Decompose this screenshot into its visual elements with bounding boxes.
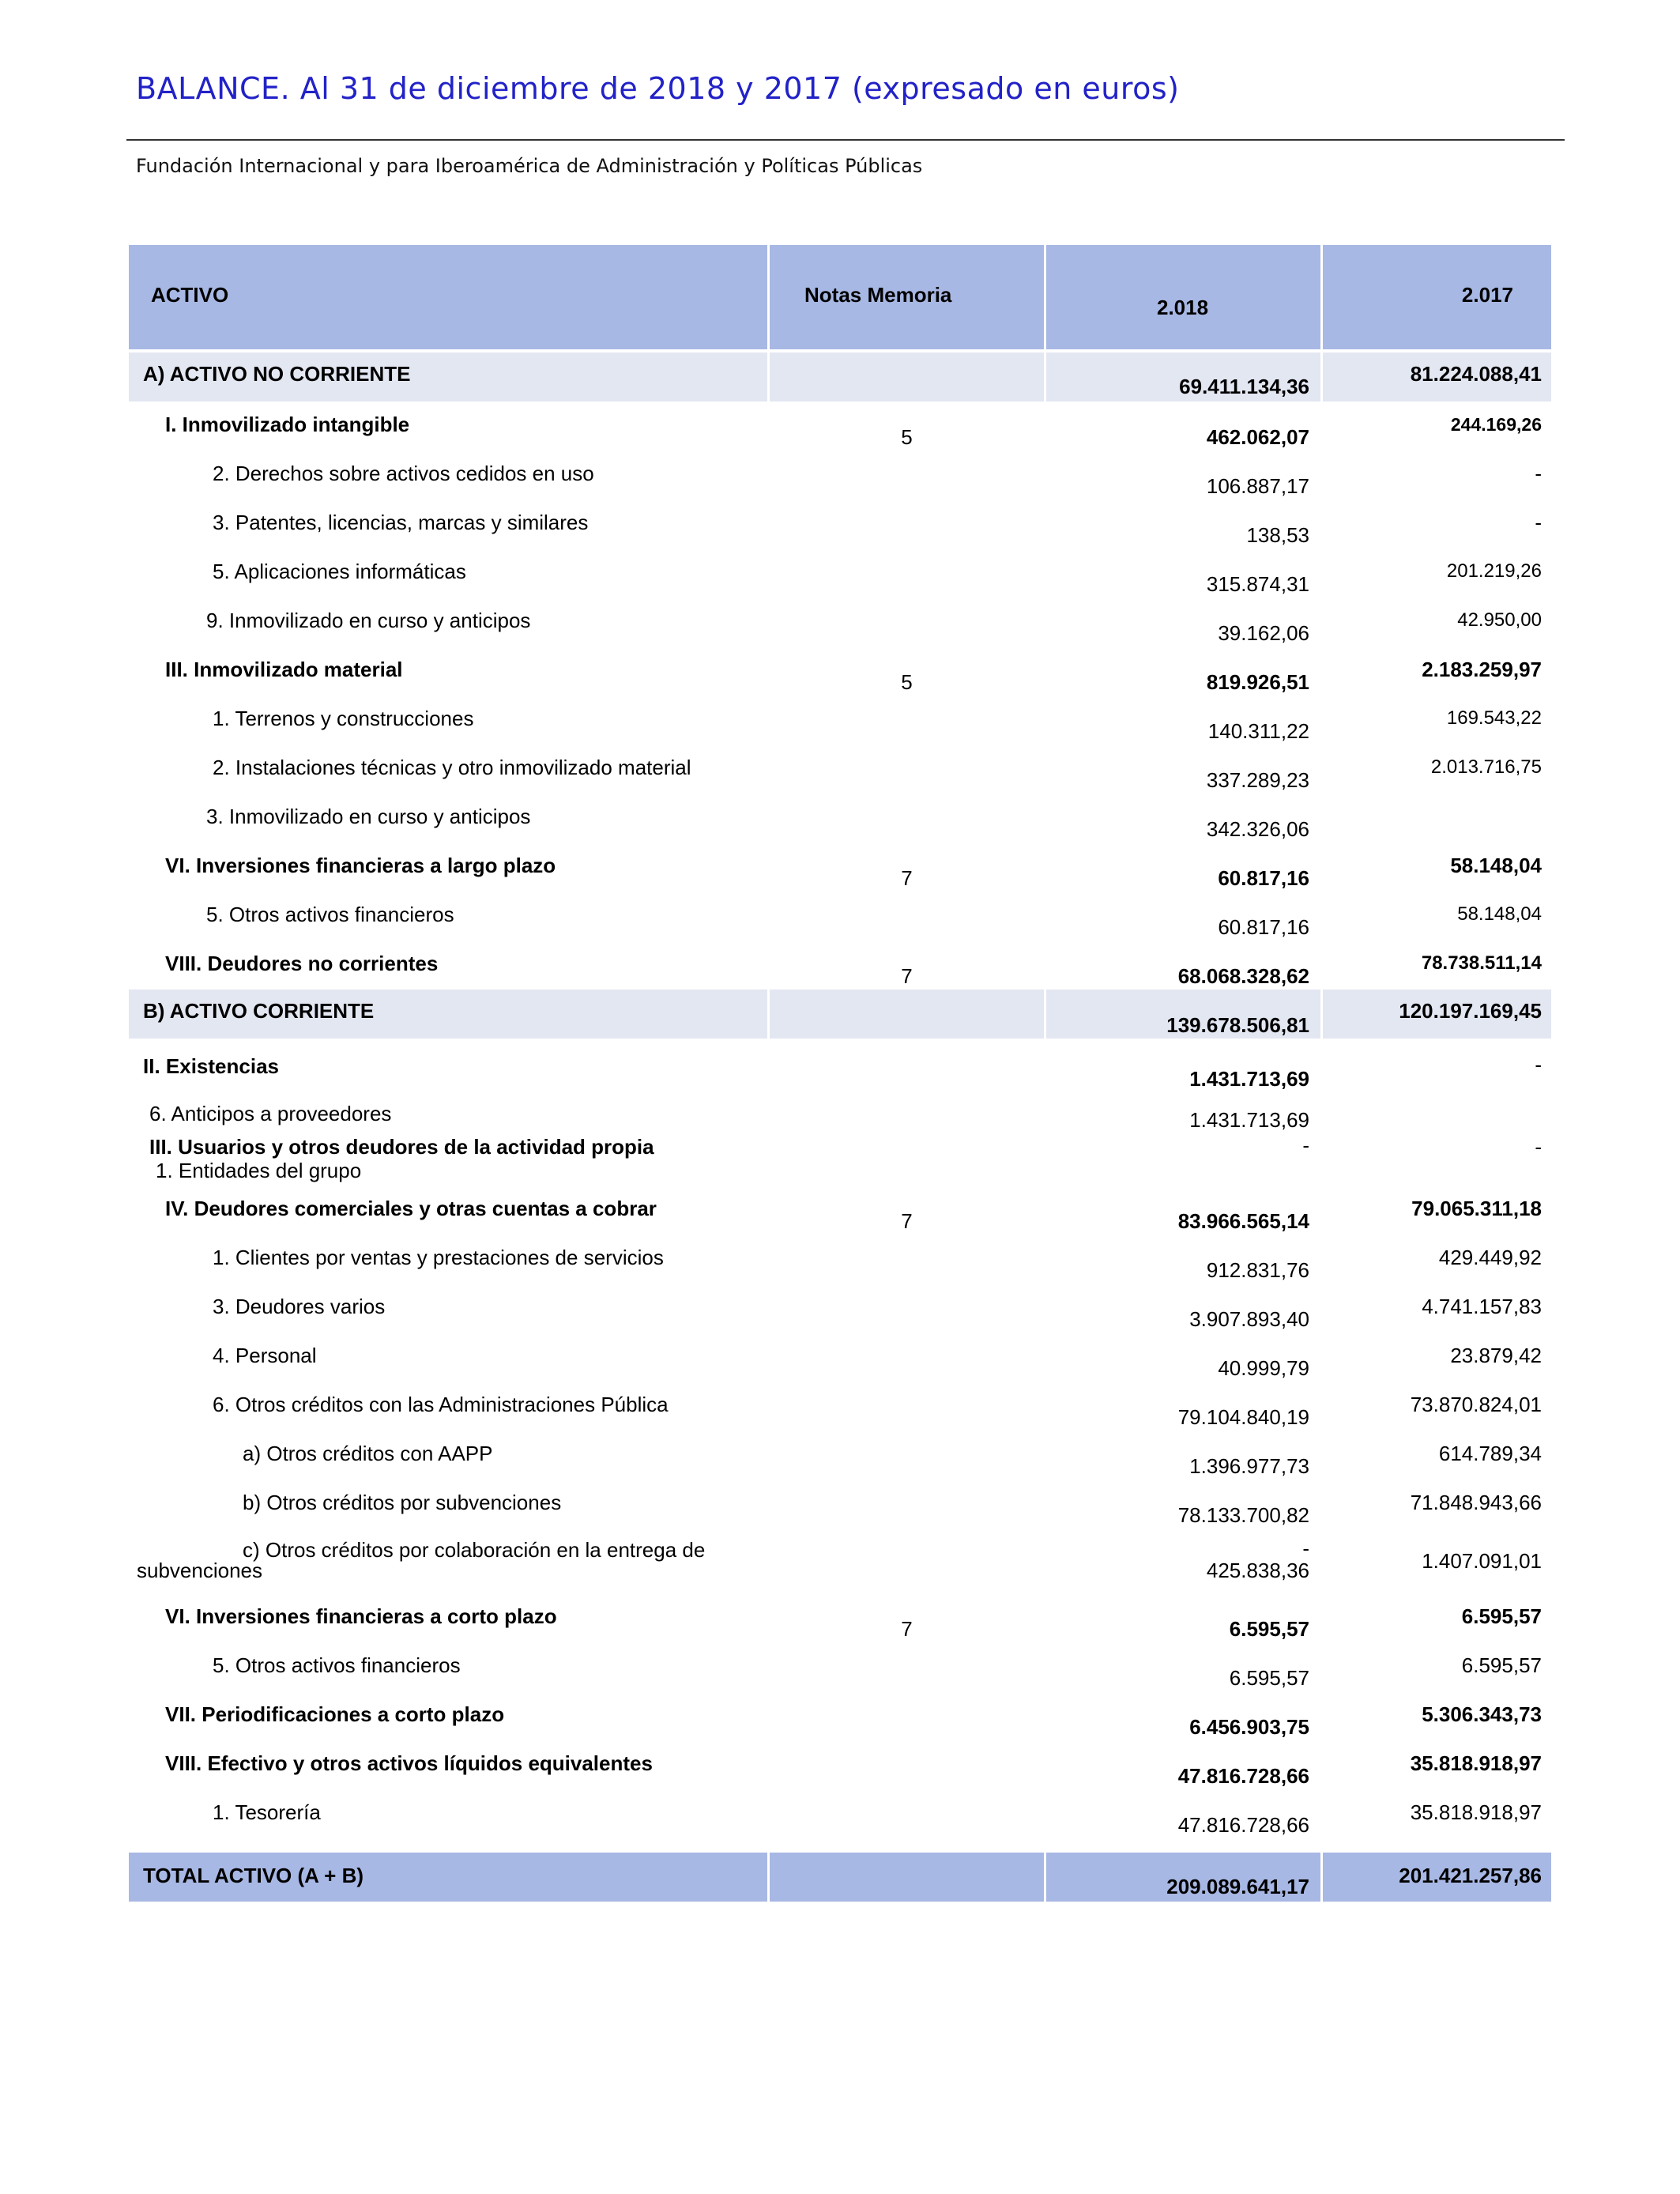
table-row: 2. Instalaciones técnicas y otro inmovilizado material 337.289,23 2.013.716,75 (213, 756, 1542, 792)
table-row: VIII. Efectivo y otros activos líquidos equivalentes 47.816.728,66 35.818.918,97 (165, 1751, 1542, 1788)
table-row: 1. Clientes por ventas y prestaciones de servicios 912.831,76 429.449,92 (213, 1246, 1542, 1282)
table-row: VI. Inversiones financieras a largo plazo 7 60.817,16 58.148,04 (165, 854, 1542, 890)
header-2017: 2.017 (1461, 283, 1513, 307)
page-title: BALANCE. Al 31 de diciembre de 2018 y 2017 (expresado en euros) (136, 71, 1180, 106)
table-row: II. Existencias 1.431.713,69 - (143, 1053, 1542, 1091)
table-row: 4. Personal 40.999,79 23.879,42 (213, 1344, 1542, 1380)
table-header (129, 245, 1551, 349)
table-row: c) Otros créditos por colaboración en la entrega de subvenciones - 425.838,36 1.407.091,01 (137, 1536, 1542, 1582)
table-row: I. Inmovilizado intangible 5 462.062,07 244.169,26 (165, 413, 1542, 449)
table-row: 5. Otros activos financieros 6.595,57 6.595,57 (213, 1653, 1542, 1690)
organization-name: Fundación Internacional y para Iberoamérica de Administración y Políticas Públicas (136, 155, 923, 177)
table-row: 3. Deudores varios 3.907.893,40 4.741.157,83 (213, 1295, 1542, 1331)
table-row: 1. Terrenos y construcciones 140.311,22 169.543,22 (213, 707, 1542, 743)
table-row: B) ACTIVO CORRIENTE 139.678.506,81 120.197.169,45 (129, 990, 1551, 1039)
table-row: VI. Inversiones financieras a corto plazo 7 6.595,57 6.595,57 (165, 1604, 1542, 1641)
table-row: 5. Otros activos financieros 60.817,16 58.148,04 (206, 903, 1542, 939)
table-row: VII. Periodificaciones a corto plazo 6.456.903,75 5.306.343,73 (165, 1702, 1542, 1739)
table-row: 3. Patentes, licencias, marcas y similares 138,53 - (213, 511, 1542, 547)
balance-table (129, 245, 1551, 1902)
table-row: III. Inmovilizado material 5 819.926,51 2.183.259,97 (165, 658, 1542, 694)
table-row: 6. Otros créditos con las Administraciones Pública 79.104.840,19 73.870.824,01 (213, 1393, 1542, 1429)
table-row: 2. Derechos sobre activos cedidos en uso 106.887,17 - (213, 462, 1542, 498)
title-divider (126, 139, 1565, 141)
table-row: 3. Inmovilizado en curso y anticipos 342.326,06 (206, 805, 1309, 841)
table-row: VIII. Deudores no corrientes 7 68.068.328,62 78.738.511,14 (165, 952, 1542, 988)
header-notas: Notas Memoria (804, 283, 952, 307)
total-row: TOTAL ACTIVO (A + B) 209.089.641,17 201.421.257,86 (129, 1853, 1551, 1902)
table-row: 5. Aplicaciones informáticas 315.874,31 201.219,26 (213, 560, 1542, 596)
table-row: 9. Inmovilizado en curso y anticipos 39.162,06 42.950,00 (206, 609, 1542, 645)
table-row: A) ACTIVO NO CORRIENTE 69.411.134,36 81.224.088,41 (129, 352, 1551, 401)
header-activo: ACTIVO (151, 283, 229, 307)
table-row: 6. Anticipos a proveedores 1.431.713,69 (149, 1102, 1309, 1132)
table-row: b) Otros créditos por subvenciones 78.133.700,82 71.848.943,66 (243, 1491, 1542, 1527)
table-row: 1. Tesorería 47.816.728,66 35.818.918,97 (213, 1800, 1542, 1837)
header-2018: 2.018 (1157, 296, 1209, 319)
table-row: IV. Deudores comerciales y otras cuentas a cobrar 7 83.966.565,14 79.065.311,18 (165, 1197, 1542, 1233)
table-row: III. Usuarios y otros deudores de la actividad propia 1. Entidades del grupo - - (149, 1133, 1542, 1182)
table-row: a) Otros créditos con AAPP 1.396.977,73 614.789,34 (243, 1442, 1542, 1478)
